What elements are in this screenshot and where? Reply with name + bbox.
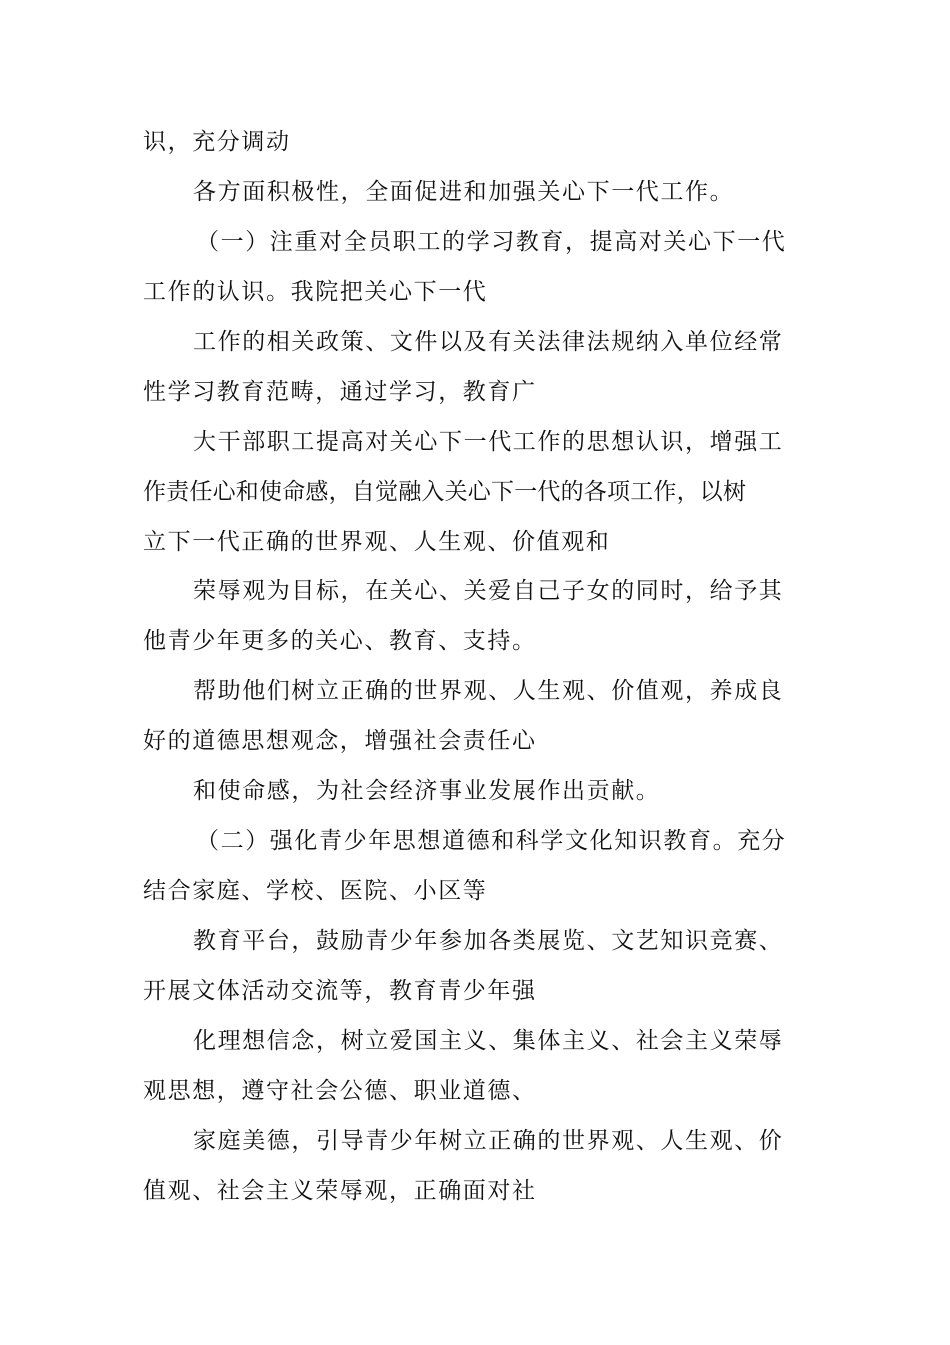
text-line: 观思想，遵守社会公德、职业道德、 [143, 1078, 537, 1104]
text-line: 立下一代正确的世界观、人生观、价值观和 [143, 529, 611, 555]
text-line: 他青少年更多的关心、教育、支持。 [143, 628, 537, 654]
text-line: 大干部职工提高对关心下一代工作的思想认识，增强工 [193, 429, 784, 455]
text-line: 结合家庭、学校、医院、小区等 [143, 878, 488, 904]
text-line: 和使命感，为社会经济事业发展作出贡献。 [193, 778, 661, 804]
text-line: 帮助他们树立正确的世界观、人生观、价值观，养成良 [193, 678, 784, 704]
text-line: 识，充分调动 [143, 129, 291, 155]
text-line: （二）强化青少年思想道德和科学文化知识教育。充分 [196, 828, 787, 854]
text-line: 性学习教育范畴，通过学习，教育广 [143, 379, 537, 405]
text-line: 工作的相关政策、文件以及有关法律法规纳入单位经常 [193, 329, 784, 355]
text-line: 作责任心和使命感，自觉融入关心下一代的各项工作，以树 [143, 479, 747, 505]
text-line: 教育平台，鼓励青少年参加各类展览、文艺知识竞赛、 [193, 928, 784, 954]
text-line: 工作的认识。我院把关心下一代 [143, 279, 488, 305]
text-line: 开展文体活动交流等，教育青少年强 [143, 978, 537, 1004]
text-line: （一）注重对全员职工的学习教育，提高对关心下一代 [196, 229, 787, 255]
text-line: 好的道德思想观念，增强社会责任心 [143, 728, 537, 754]
text-line: 值观、社会主义荣辱观，正确面对社 [143, 1178, 537, 1204]
text-line: 家庭美德，引导青少年树立正确的世界观、人生观、价 [193, 1128, 784, 1154]
text-line: 荣辱观为目标，在关心、关爱自己子女的同时，给予其 [193, 578, 784, 604]
text-line: 各方面积极性，全面促进和加强关心下一代工作。 [193, 179, 735, 205]
text-line: 化理想信念，树立爱国主义、集体主义、社会主义荣辱 [193, 1028, 784, 1054]
